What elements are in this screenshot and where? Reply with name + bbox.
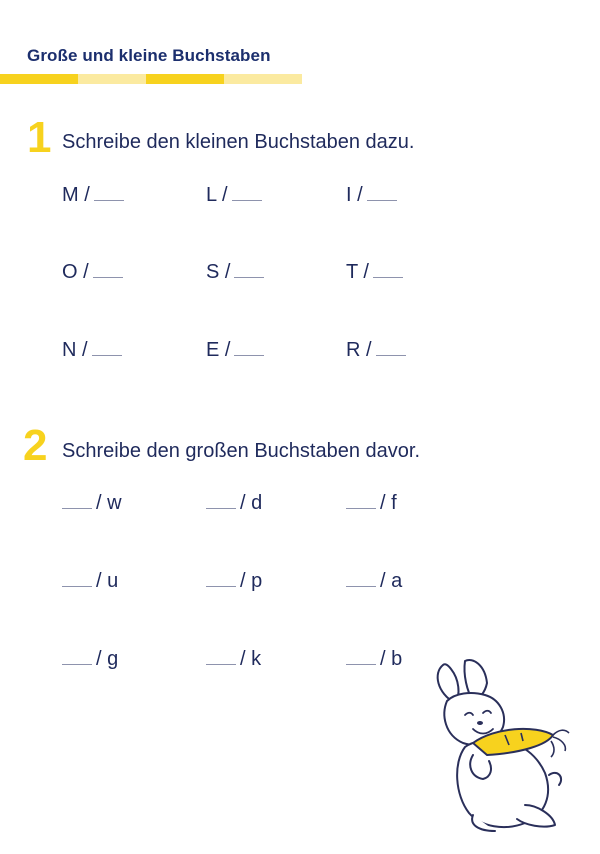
- page-title: Große und kleine Buchstaben: [27, 46, 271, 65]
- answer-blank[interactable]: [373, 276, 403, 278]
- task-2-item: / a: [342, 570, 402, 593]
- task-1-item: O /: [62, 261, 127, 284]
- title-underline-segment: [224, 74, 302, 84]
- answer-blank[interactable]: [62, 507, 92, 509]
- task-2-item: / k: [202, 648, 261, 671]
- answer-blank[interactable]: [367, 199, 397, 201]
- answer-blank[interactable]: [206, 585, 236, 587]
- task-1-item: M /: [62, 184, 128, 207]
- task-2-item: / b: [342, 648, 402, 671]
- answer-blank[interactable]: [62, 585, 92, 587]
- title-underline-segment: [146, 74, 224, 84]
- title-underline-segment: [78, 74, 146, 84]
- answer-blank[interactable]: [346, 585, 376, 587]
- answer-blank[interactable]: [376, 354, 406, 356]
- rabbit-with-carrot-icon: [425, 655, 585, 840]
- task-2-number: 2: [23, 421, 48, 470]
- task-1-item: S /: [206, 261, 268, 284]
- task-2-item: / u: [58, 570, 118, 593]
- answer-blank[interactable]: [234, 276, 264, 278]
- answer-blank[interactable]: [234, 354, 264, 356]
- answer-blank[interactable]: [232, 199, 262, 201]
- answer-blank[interactable]: [206, 663, 236, 665]
- answer-blank[interactable]: [346, 663, 376, 665]
- task-1-instruction: Schreibe den kleinen Buchstaben dazu.: [62, 131, 415, 153]
- task-1-item: L /: [206, 184, 266, 207]
- task-1-number: 1: [27, 113, 52, 162]
- task-2-item: / p: [202, 570, 262, 593]
- task-2-item: / w: [58, 492, 122, 515]
- rabbit-illustration: [425, 655, 585, 835]
- answer-blank[interactable]: [62, 663, 92, 665]
- answer-blank[interactable]: [206, 507, 236, 509]
- task-2-item: / g: [58, 648, 118, 671]
- answer-blank[interactable]: [92, 354, 122, 356]
- task-1-item: R /: [346, 339, 410, 362]
- task-2-instruction: Schreibe den großen Buchstaben davor.: [62, 440, 421, 462]
- answer-blank[interactable]: [93, 276, 123, 278]
- task-1-item: E /: [206, 339, 268, 362]
- task-1-item: T /: [346, 261, 407, 284]
- answer-blank[interactable]: [94, 199, 124, 201]
- title-underline-segment: [0, 74, 78, 84]
- task-2-item: / d: [202, 492, 262, 515]
- task-1-item: N /: [62, 339, 126, 362]
- task-2-item: / f: [342, 492, 397, 515]
- answer-blank[interactable]: [346, 507, 376, 509]
- task-1-item: I /: [346, 184, 401, 207]
